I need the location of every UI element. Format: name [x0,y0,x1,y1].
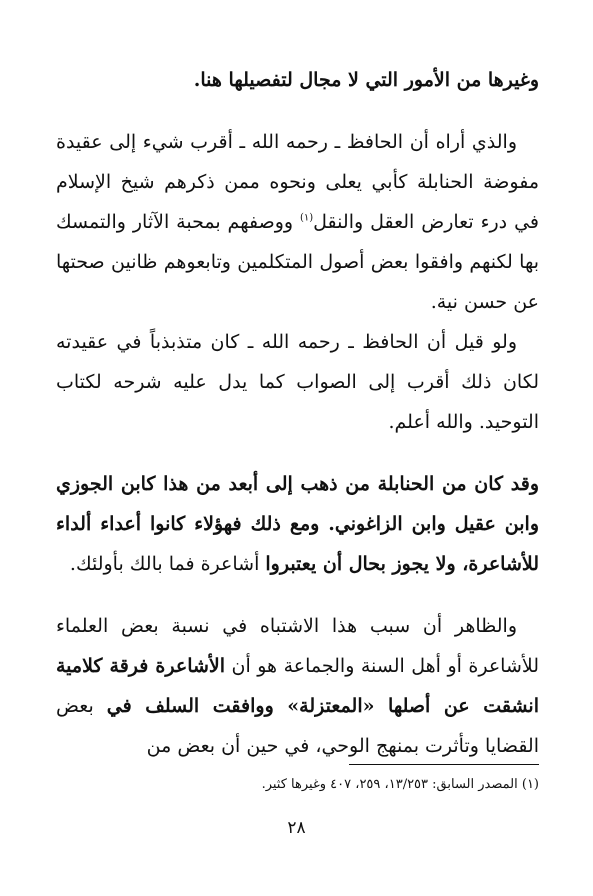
paragraph-5-text: والظاهر أن سبب هذا الاشتباه في نسبة بعض العلماء للأشاعرة أو أهل السنة والجماعة هو أن [56,615,539,677]
footnote-separator [349,764,539,765]
paragraph-2-text-after: ووصفهم بمحبة الآثار والتمسك بها لكنهم وافقوا بعض أصول المتكلمين وتابعوهم ظانين صحتها عن حسن نية. [56,211,539,313]
paragraph-5 [56,606,539,766]
paragraph-4-bold-text: وقد كان من الحنابلة من ذهب إلى أبعد من هذا كابن الجوزي وابن عقيل وابن الزاغوني. ومع ذلك فهؤلاء كانوا أعداء ألداء للأشاعرة، ولا يجوز بحال أن يعتبروا [56,473,539,575]
paragraph-5-bold-text: الأشاعرة فرقة كلامية انشقت عن أصلها «المعتزلة» ووافقت السلف في [56,655,539,717]
page-number: ٢٨ [287,818,306,838]
paragraph-4 [56,464,539,584]
footnote: (١) المصدر السابق: ١٣/٢٥٣، ٢٥٩، ٤٠٧ وغيرها كثير. [261,777,539,792]
paragraph-2-text: والذي أراه أن الحافظ ـ رحمه الله ـ أقرب شيء إلى عقيدة مفوضة الحنابلة كأبي يعلى ونحوه ممن ذكرهم شيخ الإسلام في درء تعارض العقل والنقل [56,131,539,233]
paragraph-5-tail-text: بعض القضايا وتأثرت بمنهج الوحي، في حين أن بعض من [56,695,539,757]
page-body [56,60,539,766]
paragraph-4-tail-text: أشاعرة فما بالك بأولئك. [69,553,266,575]
paragraph-3 [56,322,539,442]
paragraph-2 [56,122,539,322]
paragraph-1 [56,60,539,100]
paragraph-1-text: وغيرها من الأمور التي لا مجال لتفصيلها هنا. [193,69,539,91]
paragraph-3-text: ولو قيل أن الحافظ ـ رحمه الله ـ كان متذبذباً في عقيدته لكان ذلك أقرب إلى الصواب كما يدل عليه شرحه لكتاب التوحيد. والله أعلم. [56,331,539,433]
footnote-reference: (١) [299,212,314,224]
